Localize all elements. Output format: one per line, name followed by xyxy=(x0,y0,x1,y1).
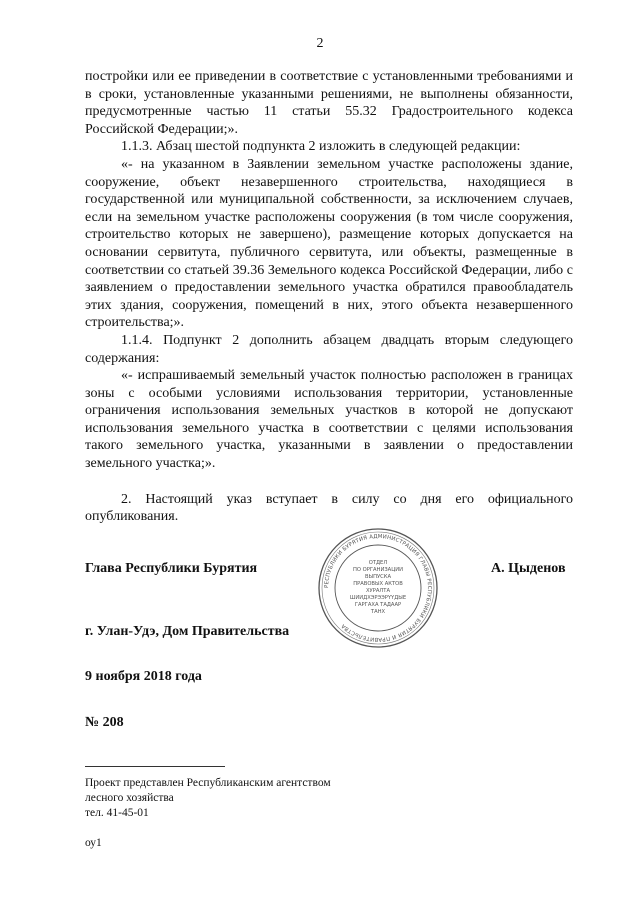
seal-line: ТАНХ xyxy=(370,609,386,615)
signatory-title: Глава Республики Бурятия xyxy=(85,561,258,576)
paragraph-continuation: постройки или ее приведении в соответствие с установленными требованиями и в сроки, установленные указанными решениями, не выполнены обязанности, предусмотренные частью 11 статьи 55.32 Градостроительного кодекса Российской Федерации;». xyxy=(85,69,573,137)
footnote-line: тел. 41-45-01 xyxy=(85,807,149,819)
seal-line: ВЫПУСКА xyxy=(364,574,392,580)
seal-line: ГАРГАХА ТАДААР xyxy=(354,602,402,608)
document-body xyxy=(85,68,573,526)
footnote-line: Проект представлен Республиканским агентством xyxy=(85,777,331,789)
paragraph-1-1-4: 1.1.4. Подпункт 2 дополнить абзацем двадцать вторым следующего содержания: xyxy=(85,332,573,366)
seal-line: ШИИДХЭРЭЭРҮҮДЫЕ xyxy=(349,595,407,601)
paragraph-quote-1: «- на указанном в Заявлении земельном участке расположены здание, сооружение, объект незавершенного строительства, находящиеся в государственной или муниципальной собственности, за исключением случаев, если на земельном участке расположены сооружения (в том числе сооружения, строительство которых не завершено), размещение которых допускается на основании сервитута, публичного сервитута, или объекты, размещенные в соответствии со статьей 39.36 Земельного кодекса Российской Федерации, либо с заявлением о предоставлении земельного участка обратился правообладатель этих здания, сооружения, помещений в них, этого объекта незавершенного строительства;». xyxy=(85,156,573,331)
footnote xyxy=(85,776,331,821)
place-of-signing: г. Улан-Удэ, Дом Правительства xyxy=(85,624,290,639)
paragraph-effective-date: 2. Настоящий указ вступает в силу со дня его официального опубликования. xyxy=(85,491,573,525)
paragraph-quote-2: «- испрашиваемый земельный участок полностью расположен в границах зоны с особыми условиями использования территории, установленные ограничения использования земельных участков в которой не допускают использования земельного участка в соответствии с целями использования такого земельного участка, указанными в заявлении о предоставлении земельного участка;». xyxy=(85,368,573,472)
page-number: 2 xyxy=(316,36,324,51)
seal-line: ПО ОРГАНИЗАЦИИ xyxy=(352,567,404,573)
seal-line: ПРАВОВЫХ АКТОВ xyxy=(353,581,403,587)
official-seal-icon xyxy=(317,527,439,649)
footnote-line: лесного хозяйства xyxy=(85,792,174,804)
decree-number: № 208 xyxy=(85,715,124,730)
signing-date: 9 ноября 2018 года xyxy=(85,669,202,684)
signatory-name: А. Цыденов xyxy=(491,561,566,576)
seal-outer-text: РЕСПУБЛИКИ БУРЯТИЯ АДМИНИСТРАЦИЯ ГЛАВЫ РЕСПУБЛИКИ БУРЯТИЯ И ПРАВИТЕЛЬСТВА xyxy=(323,533,433,643)
seal-line: ОТДЕЛ xyxy=(368,560,388,566)
seal-line: ХУРАЛТА xyxy=(365,588,391,594)
paragraph-1-1-3: 1.1.3. Абзац шестой подпункта 2 изложить в следующей редакции: xyxy=(121,139,521,155)
footnote-divider xyxy=(85,766,225,767)
document-code: оу1 xyxy=(85,837,102,849)
